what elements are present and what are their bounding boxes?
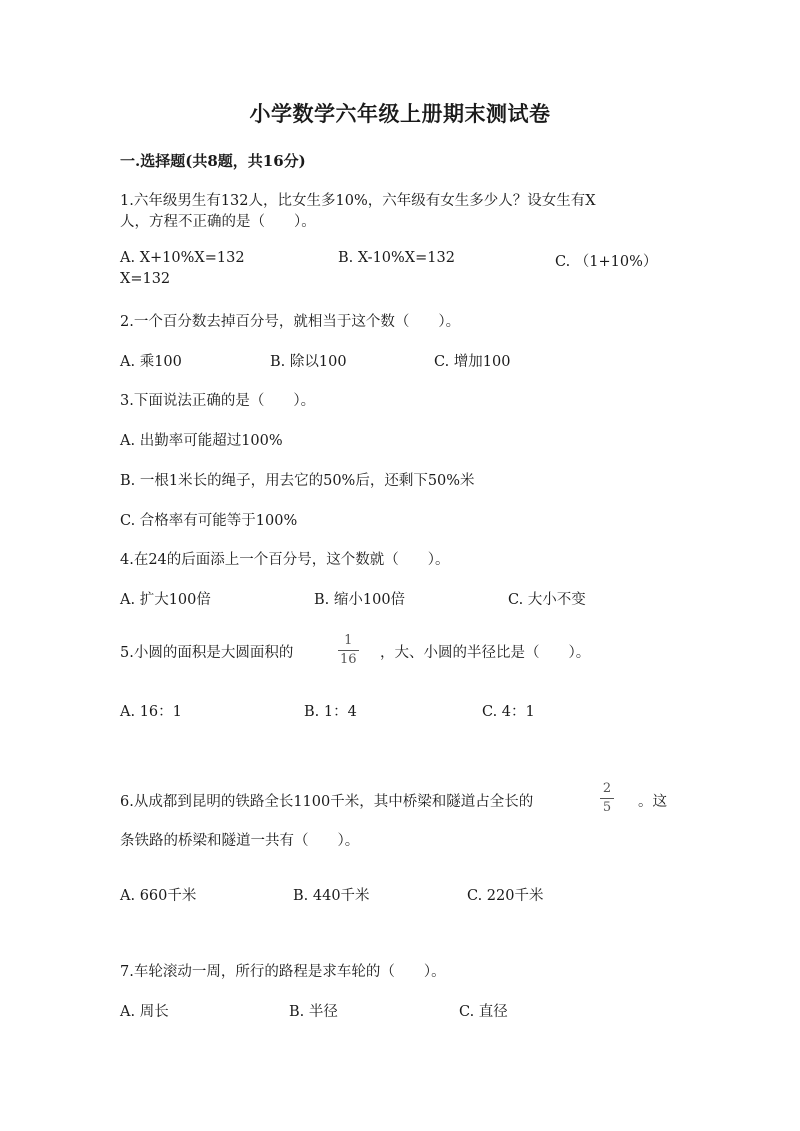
fraction-bar [338, 650, 359, 651]
question-5-option-b: B. 1：4 [304, 704, 357, 720]
page-title: 小学数学六年级上册期末测试卷 [249, 101, 551, 126]
question-4-text: 4.在24的后面添上一个百分号，这个数就（ ）。 [120, 552, 450, 568]
question-3-text: 3.下面说法正确的是（ ）。 [120, 393, 316, 409]
question-2-option-b: B. 除以100 [270, 354, 347, 370]
fraction-numerator: 1 [344, 633, 353, 648]
question-6-fraction [600, 782, 614, 816]
question-5-option-a: A. 16：1 [120, 704, 182, 720]
question-7-option-c: C. 直径 [459, 1004, 508, 1020]
question-5-text-before: 5.小圆的面积是大圆面积的 [120, 645, 294, 661]
fraction-numerator: 2 [602, 781, 612, 796]
fraction-denominator: 5 [602, 800, 612, 816]
question-5-text-after: ，大、小圆的半径比是（ ）。 [380, 645, 591, 661]
question-3-option-b: B. 一根1米长的绳子，用去它的50%后，还剩下50%米 [120, 473, 475, 489]
question-5-option-c: C. 4：1 [482, 704, 535, 720]
question-1-text-line-1: 1.六年级男生有132人，比女生多10%，六年级有女生多少人？设女生有X [120, 193, 596, 209]
question-6-option-a: A. 660千米 [120, 888, 197, 904]
question-7-text: 7.车轮滚动一周，所行的路程是求车轮的（ ）。 [120, 964, 446, 980]
question-3-option-c: C. 合格率有可能等于100% [120, 513, 298, 529]
question-4-option-a: A. 扩大100倍 [120, 592, 211, 608]
question-7-option-b: B. 半径 [289, 1004, 338, 1020]
question-1-option-a: A. X+10%X=132 [120, 250, 245, 266]
question-1-text-line-2: 人，方程不正确的是（ ）。 [120, 214, 316, 230]
question-2-option-a: A. 乘100 [120, 354, 182, 370]
question-4-option-c: C. 大小不变 [508, 592, 586, 608]
section-heading: 一.选择题(共8题，共16分) [120, 152, 306, 170]
question-6-text-line-2: 条铁路的桥梁和隧道一共有（ ）。 [120, 833, 360, 849]
question-6-text-after: 。这 [638, 794, 667, 810]
fraction-denominator: 16 [340, 652, 357, 668]
question-6-text-before: 6.从成都到昆明的铁路全长1100千米，其中桥梁和隧道占全长的 [120, 794, 534, 810]
question-1-option-c-continued: X=132 [120, 271, 171, 287]
question-3-option-a: A. 出勤率可能超过100% [120, 433, 283, 449]
question-5-fraction [338, 634, 359, 668]
question-1-option-b: B. X-10%X=132 [338, 250, 455, 266]
question-6-option-b: B. 440千米 [293, 888, 370, 904]
fraction-bar [600, 798, 614, 799]
question-1-option-c: C. （1+10%） [555, 254, 658, 270]
question-7-option-a: A. 周长 [120, 1004, 169, 1020]
question-6-option-c: C. 220千米 [467, 888, 544, 904]
question-2-option-c: C. 增加100 [434, 354, 511, 370]
question-4-option-b: B. 缩小100倍 [314, 592, 406, 608]
question-2-text: 2.一个百分数去掉百分号，就相当于这个数（ ）。 [120, 314, 461, 330]
